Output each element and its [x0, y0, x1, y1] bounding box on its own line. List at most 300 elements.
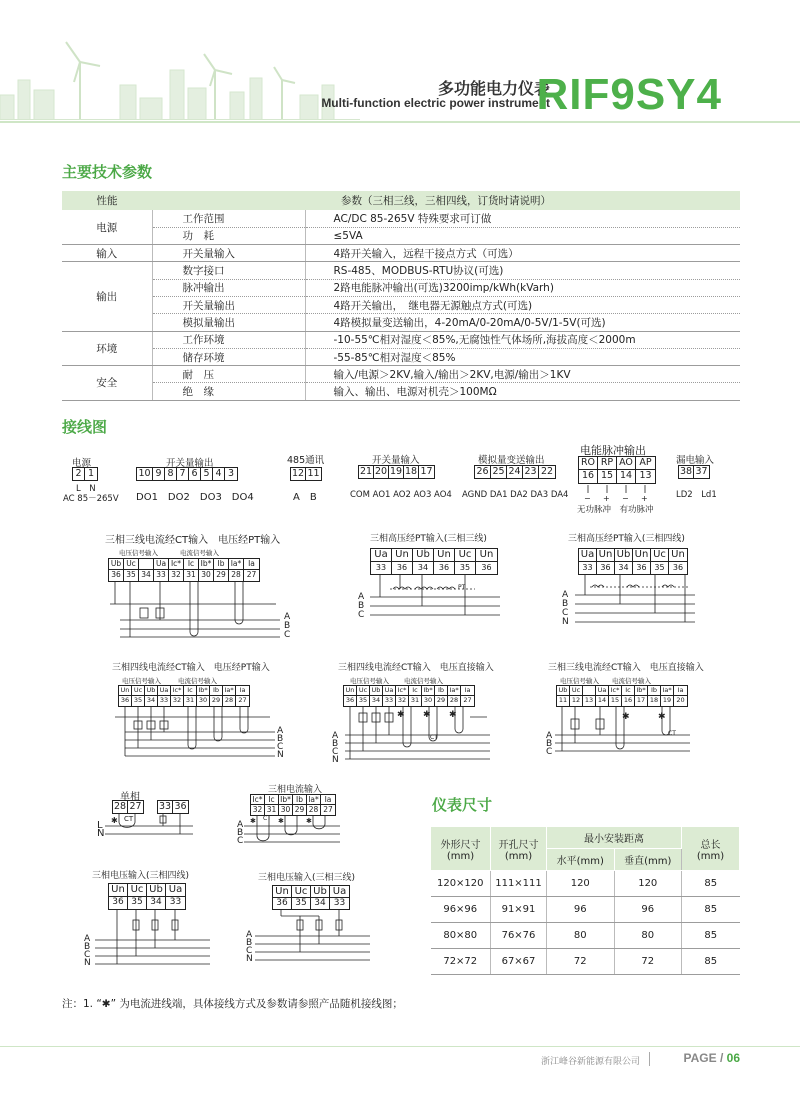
svg-text:−: −: [622, 494, 629, 503]
diagram-num-row: [556, 696, 688, 707]
pulse-polarity-marks: [578, 485, 658, 505]
terminal-num: 16: [622, 696, 635, 706]
header-divider: [0, 121, 800, 123]
dim-cell: 72×72: [431, 949, 491, 975]
dim-head-shape: 外形尺寸 (mm): [431, 827, 491, 871]
line-label: B: [546, 739, 553, 749]
terminal-num: 12: [291, 468, 305, 479]
line-label: B: [358, 601, 365, 611]
terminal-code: Ia: [248, 559, 255, 568]
svg-text:+: +: [603, 494, 610, 503]
terminal-pulse-label: 电能脉冲输出: [580, 444, 646, 457]
diagram-title: 三相电压输入(三相四线): [92, 871, 190, 881]
terminal-num: 15: [598, 470, 617, 483]
diagram-code-row: [370, 548, 498, 562]
spec-item: 开关量输入: [152, 245, 305, 262]
spec-table: [62, 191, 740, 401]
terminal-code: Ua: [154, 559, 169, 569]
spec-value: 4路模拟量变送输出，4-20mA/0-20mA/0-5V/1-5V(可选): [305, 314, 740, 331]
diagram-voltage-label: 电压信号输入: [560, 677, 599, 685]
header-title-en: Multi-function electric power instrument: [321, 96, 550, 110]
diagram-voltage-label: 电压信号输入: [119, 549, 158, 557]
line-label: A: [332, 731, 339, 741]
terminal-num: 28: [229, 570, 244, 581]
diagram-code-row: [556, 685, 688, 696]
dim-cell: 85: [682, 949, 740, 975]
terminal-num: 38: [679, 466, 693, 477]
table-row: [431, 871, 740, 897]
line-label: A: [237, 820, 244, 830]
diagram-6-wiring: [550, 707, 700, 757]
diagram-8-wiring: [244, 816, 344, 846]
terminal-switch-in-sub: COM AO1 AO2 AO3 AO4: [350, 490, 452, 500]
spec-head-perf: 性能: [62, 191, 152, 210]
section-title-dimensions: 仪表尺寸: [432, 796, 493, 814]
terminal-switch-in-label: 开关量输入: [372, 455, 420, 466]
terminal-code: Ua: [332, 886, 347, 897]
line-label: N: [277, 750, 284, 760]
terminal-num: 5: [201, 468, 213, 480]
diagram-current-label: 电流信号输入: [180, 549, 219, 557]
dim-head-min: 最小安装距离: [547, 827, 682, 849]
terminal-code: Uc: [128, 884, 147, 896]
line-label: N: [562, 617, 569, 627]
spec-head-param: 参数（三相三线，三相四线，订货时请说明）: [152, 191, 740, 210]
dim-cell: 96: [547, 897, 615, 923]
diagram-title: 三相三线电流经CT输入 电压经PT输入: [105, 535, 281, 546]
line-label: C: [246, 946, 253, 956]
dim-cell: 96: [614, 897, 682, 923]
terminal-num: 29: [435, 696, 448, 706]
diagram-voltage-label: 电压信号输入: [122, 677, 161, 685]
terminal-code: [583, 686, 596, 695]
diagram-3-wiring: [570, 575, 700, 635]
terminal-num: 12: [570, 696, 583, 706]
terminal-num: 27: [246, 570, 257, 579]
diagram-title: 三相电压输入(三相三线): [258, 873, 356, 883]
terminal-code: Ic: [184, 559, 199, 569]
terminal-analog-block: [474, 465, 556, 479]
terminal-num: 28: [448, 696, 461, 706]
terminal-code: Ia: [239, 686, 246, 694]
terminal-code: Ic: [409, 686, 422, 695]
terminal-num: 28: [223, 696, 236, 706]
terminal-num: 20: [676, 696, 685, 704]
terminal-num: 36: [109, 570, 124, 581]
terminal-num: 29: [293, 805, 307, 815]
terminal-num: 14: [617, 470, 636, 483]
line-label: B: [562, 599, 569, 609]
line-label: N: [97, 828, 105, 839]
spec-group: 安全: [62, 366, 152, 401]
svg-text:✱: ✱: [423, 710, 431, 720]
terminal-num: 34: [413, 562, 434, 574]
terminal-num: 27: [238, 696, 247, 704]
diagram-ct-label: CT: [430, 734, 438, 741]
line-label: B: [332, 739, 339, 749]
line-label: A: [284, 612, 291, 622]
spec-group: 电源: [62, 210, 152, 245]
terminal-code: Ib: [435, 686, 448, 695]
diagram-10-wiring: [255, 910, 375, 970]
terminal-code: Ib: [210, 686, 223, 695]
terminal-code: Ib*: [422, 686, 435, 695]
diagram-current-label: 电流信号输入: [612, 677, 651, 685]
line-label: N: [332, 755, 339, 765]
terminal-power-label: 电源: [72, 458, 92, 469]
line-label: N: [246, 954, 253, 964]
diagram-code-row: [108, 558, 260, 570]
line-label: B: [237, 828, 244, 838]
terminal-code: Un: [434, 549, 455, 561]
dim-cell: 76×76: [491, 923, 547, 949]
svg-text:−: −: [584, 494, 591, 503]
terminal-code: Ub: [147, 884, 166, 896]
terminal-code: Ic: [622, 686, 635, 695]
diagram-1-wiring: [100, 582, 290, 642]
spec-item: 工作范围: [152, 210, 305, 227]
terminal-num: 11: [307, 468, 320, 479]
terminal-code: Ic*: [171, 686, 184, 695]
terminal-code: Ia: [324, 795, 332, 804]
terminal-code: Un: [392, 549, 413, 561]
terminal-num: 33: [579, 562, 597, 574]
diagram-9-wiring: [95, 910, 215, 970]
terminal-num: 13: [639, 470, 652, 481]
line-label: C: [358, 610, 365, 620]
terminal-code: Un: [597, 549, 615, 561]
terminal-num: 35: [128, 897, 147, 909]
dim-cell: 96×96: [431, 897, 491, 923]
terminal-code: Ua: [158, 686, 171, 695]
terminal-code: Ua: [596, 686, 609, 695]
terminal-code: Uc: [357, 686, 370, 695]
svg-text:✱: ✱: [250, 817, 256, 825]
terminal-num: 13: [583, 696, 596, 706]
terminal-num: 8: [165, 468, 177, 480]
terminal-num: 26: [475, 466, 491, 478]
terminal-num: 33: [333, 898, 346, 908]
terminal-num: 34: [147, 897, 166, 909]
terminal-num: 33: [154, 570, 169, 581]
line-label: B: [84, 942, 91, 952]
terminal-num: 29: [214, 570, 229, 581]
terminal-code: Ic: [265, 795, 279, 804]
diagram-code-row: [118, 685, 250, 696]
terminal-num: 36: [597, 562, 615, 574]
terminal-code: Ib: [293, 795, 307, 804]
line-label: C: [277, 742, 284, 752]
diagram-code-row: [250, 794, 336, 805]
line-label: A: [546, 731, 553, 741]
terminal-code: RP: [598, 457, 617, 469]
terminal-leak-sub: LD2 Ld1: [676, 490, 717, 500]
diagram-title: 三相四线电流经CT输入 电压直接输入: [338, 663, 494, 673]
spec-item: 数字接口: [152, 262, 305, 279]
spec-value: RS-485、MODBUS-RTU协议(可选): [305, 262, 740, 279]
diagram-num-row: [370, 562, 498, 575]
terminal-num: 36: [344, 696, 357, 706]
diagram-current-label: 电流信号输入: [178, 677, 217, 685]
terminal-code: Ib*: [279, 795, 293, 804]
terminal-num: 23: [523, 466, 539, 478]
terminal-code: Ib*: [635, 686, 648, 695]
svg-text:+: +: [641, 494, 648, 503]
spec-value: 2路电能脉冲输出(可选)3200imp/kWh(kVarh): [305, 279, 740, 296]
terminal-num: 35: [651, 562, 669, 574]
terminal-code: Ia*: [307, 795, 321, 804]
spec-group: 输入: [62, 245, 152, 262]
footer-page: [684, 1051, 741, 1065]
terminal-num: 9: [153, 468, 165, 480]
terminal-code: Un: [479, 549, 494, 560]
diagram-7-wiring: [105, 814, 195, 840]
terminal-num: 32: [251, 805, 265, 815]
line-label: A: [562, 590, 569, 600]
svg-text:✱: ✱: [622, 712, 630, 722]
terminal-code: [139, 559, 154, 569]
diagram-num-row: [108, 897, 186, 910]
dim-cell: 91×91: [491, 897, 547, 923]
terminal-num: 19: [661, 696, 674, 706]
terminal-num: 14: [596, 696, 609, 706]
section-title-wiring: 接线图: [62, 418, 108, 436]
dim-head-hole: 开孔尺寸 (mm): [491, 827, 547, 871]
terminal-num: 36: [109, 897, 128, 909]
terminal-num: 35: [132, 696, 145, 706]
terminal-num: 16: [579, 470, 598, 483]
terminal-num: 36: [434, 562, 455, 574]
dim-head-vertical: 垂直(mm): [614, 849, 682, 871]
diagram-title: 三相高压经PT输入(三相四线): [568, 534, 685, 544]
section-title-specs: 主要技术参数: [62, 163, 153, 181]
terminal-num: 36: [273, 898, 292, 909]
terminal-code: Uc: [132, 686, 145, 695]
terminal-num: 29: [210, 696, 223, 706]
dim-cell: 120: [547, 871, 615, 897]
diagram-num-row: [343, 696, 475, 707]
terminal-code: Un: [671, 549, 685, 560]
diagram-voltage-label: 电压信号输入: [350, 677, 389, 685]
terminal-num: 19: [389, 466, 403, 477]
spec-item: 脉冲输出: [152, 279, 305, 296]
terminal-num: 37: [695, 466, 708, 477]
diagram-num-row: [578, 562, 688, 575]
terminal-code: Ia*: [223, 686, 236, 695]
line-label: C: [332, 747, 339, 757]
terminal-num: 31: [409, 696, 422, 706]
terminal-num: 34: [311, 898, 330, 909]
terminal-code: Ib: [214, 559, 229, 569]
line-label: A: [84, 934, 91, 944]
dimension-table: [430, 826, 740, 975]
diagram-num-row: [118, 696, 250, 707]
terminal-num: 17: [420, 466, 433, 477]
terminal-num: 2: [73, 468, 85, 480]
diagram-title: 三相电流输入: [268, 785, 323, 795]
terminal-code: Ib*: [197, 686, 210, 695]
table-row: [431, 897, 740, 923]
line-label: B: [277, 734, 284, 744]
dim-cell: 80×80: [431, 923, 491, 949]
spec-item: 开关量输出: [152, 296, 305, 313]
terminal-relay-sub: DO1 DO2 DO3 DO4: [136, 492, 254, 503]
diagram-num-row: [272, 898, 350, 910]
spec-value: 4路开关输入，远程干接点方式（可选）: [305, 245, 740, 262]
terminal-code: Ub: [109, 559, 124, 569]
terminal-code: Ua: [383, 686, 396, 695]
spec-value: AC/DC 85-265V 特殊要求可订做: [305, 210, 740, 227]
terminal-num: 31: [265, 805, 279, 815]
terminal-num: 30: [197, 696, 210, 706]
diagram-2-wiring: [365, 575, 505, 625]
diagram-code-row: [108, 883, 186, 897]
terminal-num: 35: [292, 898, 311, 909]
terminal-num: 32: [169, 570, 184, 581]
diagram-ct-label: CT: [668, 730, 676, 737]
terminal-rs485-block: [290, 467, 322, 481]
terminal-num: 36: [633, 562, 651, 574]
dim-cell: 85: [682, 871, 740, 897]
terminal-num: 35: [455, 562, 476, 574]
terminal-num: 35: [357, 696, 370, 706]
spec-item: 储存环境: [152, 348, 305, 365]
terminal-code: Ua: [371, 549, 392, 561]
terminal-code: Ub: [145, 686, 158, 695]
diagram-4-wiring: [110, 707, 280, 762]
terminal-num: 25: [491, 466, 507, 478]
terminal-power-sub2: AC 85－265V: [63, 494, 119, 504]
line-label: C: [84, 950, 91, 960]
terminal-code: Ia: [464, 686, 471, 694]
dim-cell: 120×120: [431, 871, 491, 897]
terminal-num: 34: [370, 696, 383, 706]
terminal-num: 36: [392, 562, 413, 574]
terminal-num: 6: [189, 468, 201, 480]
dim-head-len: 总长 (mm): [682, 827, 740, 871]
terminal-num: 33: [158, 801, 172, 812]
terminal-num: 32: [396, 696, 409, 706]
terminal-leak-block: [678, 465, 710, 479]
terminal-code: Ic: [184, 686, 197, 695]
city-wind-turbine-decoration: [0, 40, 360, 120]
terminal-code: Ib: [648, 686, 661, 695]
footer-separator: [649, 1052, 650, 1066]
svg-text:✱: ✱: [111, 816, 118, 825]
terminal-num: 4: [213, 468, 225, 480]
terminal-num: 27: [463, 696, 472, 704]
terminal-code: Ic*: [396, 686, 409, 695]
diagram-title: 三相四线电流经CT输入 电压经PT输入: [112, 663, 270, 673]
table-row: [431, 949, 740, 975]
terminal-code: Ia*: [661, 686, 674, 695]
terminal-code: Ub: [615, 549, 633, 561]
line-label: C: [546, 747, 553, 757]
terminal-code: Ub: [413, 549, 434, 561]
footnote: 注：1. “✱” 为电流进线端，具体接线方式及参数请参照产品随机接线图；: [62, 998, 403, 1010]
terminal-num: 28: [307, 805, 321, 815]
diagram-current-label: 电流信号输入: [404, 677, 443, 685]
svg-text:✱: ✱: [658, 712, 666, 722]
terminal-code: Uc: [292, 886, 311, 897]
footer-company: 浙江峰谷新能源有限公司: [540, 1057, 640, 1067]
spec-value: 输入、输出、电源对机壳＞100MΩ: [305, 383, 740, 400]
terminal-num: 33: [383, 696, 396, 706]
terminal-leak-label: 漏电输入: [676, 455, 715, 466]
dim-cell: 120: [614, 871, 682, 897]
terminal-num: 24: [507, 466, 523, 478]
terminal-code: Ic*: [251, 795, 265, 804]
terminal-code: AP: [639, 457, 652, 468]
terminal-num: 36: [672, 563, 684, 572]
terminal-code: Ia: [677, 686, 684, 694]
terminal-rs485-sub: A B: [293, 492, 317, 503]
spec-value: 输入/电源＞2KV,输入/输出＞2KV,电源/输出＞1KV: [305, 366, 740, 383]
svg-text:✱: ✱: [306, 817, 312, 825]
spec-item: 工作环境: [152, 331, 305, 348]
table-row: [431, 923, 740, 949]
footer-divider: [0, 1046, 800, 1047]
terminal-code: Ic*: [609, 686, 622, 695]
terminal-pulse-block: [578, 470, 656, 484]
terminal-code: Uc: [124, 559, 139, 569]
terminal-pulse-sub: 无功脉冲 有功脉冲: [577, 505, 654, 515]
spec-value: 4路开关输出， 继电器无源触点方式(可选): [305, 296, 740, 313]
terminal-num: 31: [184, 696, 197, 706]
terminal-num: 21: [359, 466, 373, 477]
diagram-title: 单相: [120, 792, 140, 803]
terminal-power-sub1: L N: [76, 484, 96, 494]
terminal-num: 10: [137, 468, 153, 480]
terminal-relay-block: [136, 467, 238, 481]
header-title-cn: 多功能电力仪表: [437, 79, 550, 98]
terminal-num: 32: [171, 696, 184, 706]
line-label: B: [284, 621, 291, 631]
terminal-rs485-label: 485通讯: [287, 455, 325, 466]
line-label: N: [84, 958, 91, 968]
diagram-num-row: [112, 800, 144, 814]
terminal-num: 1: [87, 468, 95, 479]
terminal-code: AO: [617, 457, 636, 469]
terminal-num: 36: [174, 801, 187, 812]
terminal-code: Ib*: [199, 559, 214, 569]
spec-item: 模拟量输出: [152, 314, 305, 331]
terminal-num: 22: [540, 466, 554, 477]
terminal-switch-in-block: [358, 465, 435, 479]
terminal-code: Ub: [370, 686, 383, 695]
terminal-num: 34: [145, 696, 158, 706]
dim-cell: 80: [547, 923, 615, 949]
terminal-code: Un: [273, 886, 292, 897]
terminal-num: 35: [124, 570, 139, 581]
diagram-pt-label: PT: [458, 584, 466, 591]
terminal-num: 11: [557, 696, 570, 706]
diagram-num-row: [157, 800, 189, 814]
svg-text:✱: ✱: [449, 710, 457, 720]
dim-cell: 85: [682, 897, 740, 923]
diagram-code-row: [272, 885, 350, 898]
diagram-ct-label: CT: [124, 815, 134, 823]
terminal-num: 33: [371, 562, 392, 574]
dim-cell: 85: [682, 923, 740, 949]
terminal-num: 30: [279, 805, 293, 815]
terminal-code: RO: [579, 457, 598, 469]
spec-value: ≤5VA: [305, 227, 740, 244]
terminal-num: 30: [422, 696, 435, 706]
dim-cell: 72: [547, 949, 615, 975]
footer-page-label: PAGE /: [683, 1051, 724, 1065]
dim-cell: 72: [614, 949, 682, 975]
